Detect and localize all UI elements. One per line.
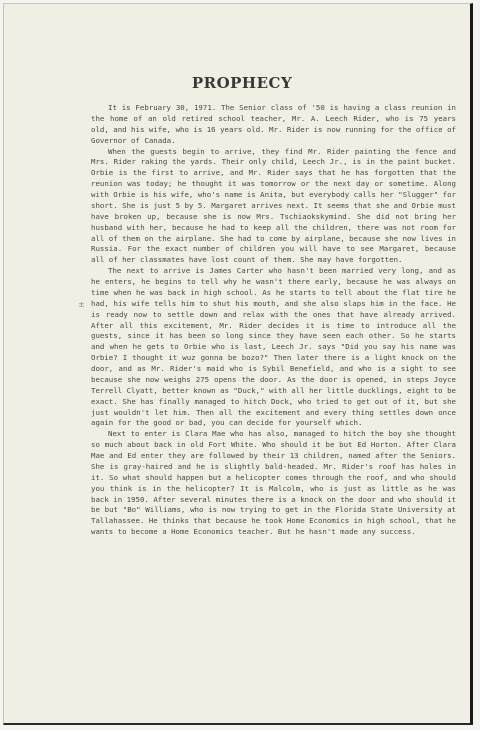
page-title: PROPHECY bbox=[191, 74, 293, 92]
document-body bbox=[91, 103, 456, 538]
paragraph-1: It is February 30, 1971. The Senior class of '50 is having a class reunion in the home of an old retired school teacher, Mr. A. Leech Rider, who is 75 years old, and his wife, who is 16 years old. Mr. Rider is now running for the office of Governor of Canada. bbox=[91, 103, 456, 145]
paragraph-4: Next to enter is Clara Mae who has also, managed to hitch the boy she thought so much about back in old Fort White. Who should it be but Ed Horton. After Clara Mae and Ed enter they are followed by their 13 children, named after the Seniors. She is gray-haired and he is slightly bald-headed. Mr. Rider's roof has holes in it. So what should happen but a helicopter comes through the roof, and who should you think is in the helicopter? It is Malcolm, who is just as little as he was back in 1950. After several minutes there is a knock on the door and who should it be but "Bo" Williams, who is now trying to get in the Florida State University at Tallahassee. He thinks that because he took Home Economics in high school, that he wants to become a Home Economics teacher. But he hasn't made any success. bbox=[91, 429, 456, 537]
paragraph-2: When the guests begin to arrive, they find Mr. Rider painting the fence and Mrs. Rider raking the yards. Their only child, Leech Jr., is in the paint bucket. Orbie is the first to arrive, and Mr. Rider says that he has forgotten that the reunion was today; he thought it was tomorrow or the next day or sometime. Along with Orbie is his wife, who's name is Anita, but everybody calls her "Slugger" for short. She is just 5 by 5. Margaret arrives next. It seems that she and Orbie must have broken up, because she is now Mrs. Tschiaokskymind. She did not bring her husband with her, because he had to keep all the children, there was not room for all of them on the airplane. She had to come by airplane, because she now lives in Russia. For the exact number of children you will have to see Margaret, because all of her classmates have lost count of them. She may have forgotten. bbox=[91, 146, 456, 265]
margin-mark: ± bbox=[78, 300, 85, 309]
paragraph-3: The next to arrive is James Carter who hasn't been married very long, and as he enters, he begins to tell why he wasn't there early, because he was always on time when he was back in high school. As he starts to tell about the flat tire he had, his wife tells him to shut his mouth, and she also slaps him in the face. He is ready now to settle down and relax with the ones that have already arrived. After all this excitement, Mr. Rider decides it is time to introduce all the guests, since it has been so long since they have seen each other. So he starts and when he gets to Orbie who is last, Leech Jr. says "Did you say his name was Orbie? I thought it wuz gonna be bozo?" Then later there is a light knock on the door, and as Mr. Rider's maid who is Sybil Benefield, and who is a sight to see because she now weighs 275 opens the door. As the door is opened, in steps Joyce Terrell Clyatt, better known as "Duck," with all her little ducklings, eight to be exact. She has finally managed to hitch Dock, who tried to get out of it, but she just wouldn't let him. Then all the excitement and every thing settles down once again for the good or bad, you can decide for yourself which. bbox=[91, 266, 456, 428]
document-page bbox=[3, 3, 473, 725]
